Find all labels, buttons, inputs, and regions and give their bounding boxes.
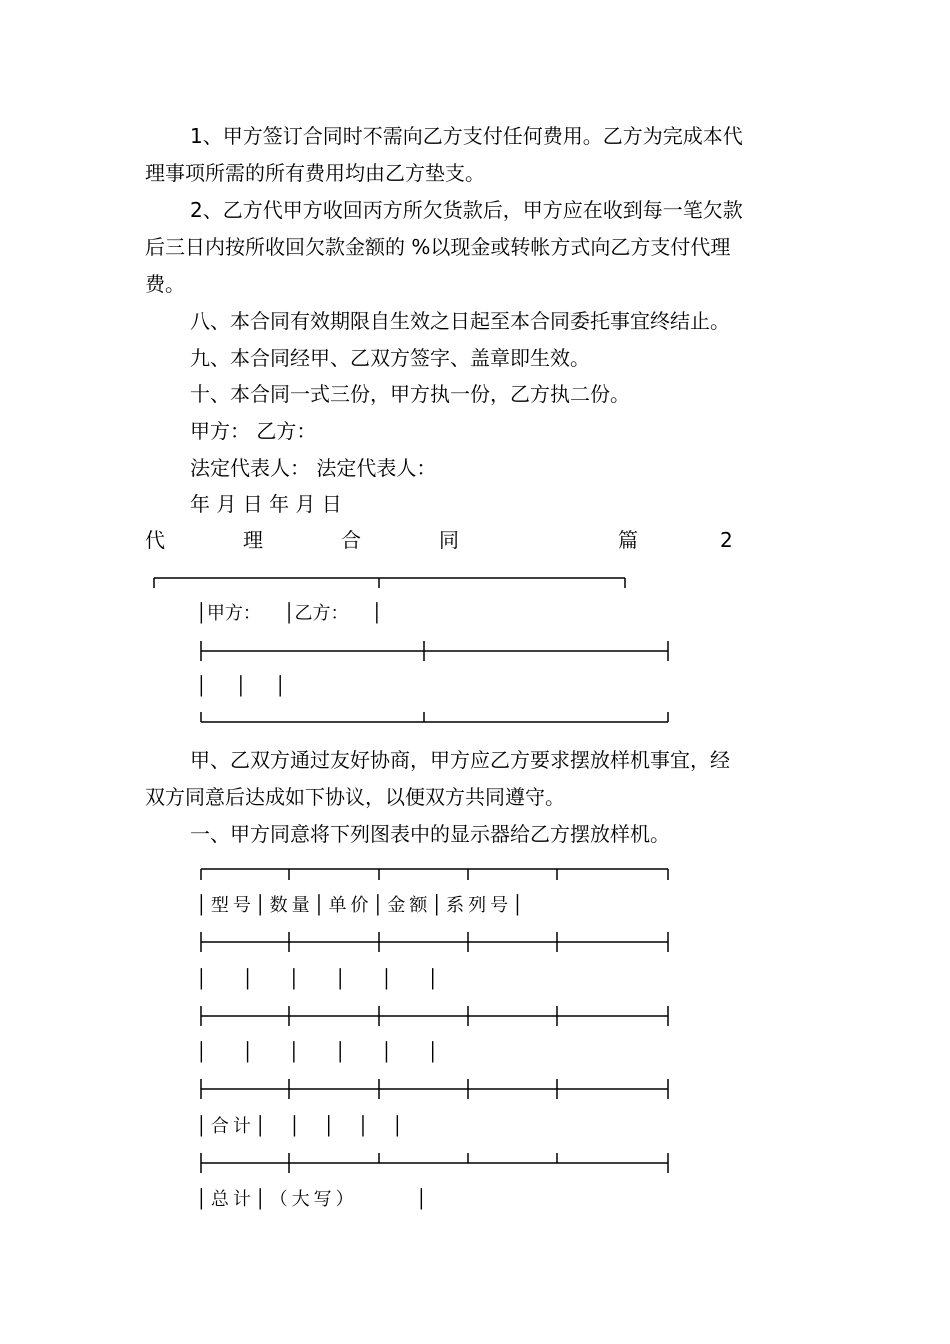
paragraph-line: 八、本合同有效期限自生效之日起至本合同委托事宜终结止。 xyxy=(190,309,730,333)
paragraph-line: 九、本合同经甲、乙双方签字、盖章即生效。 xyxy=(190,346,590,370)
paragraph-line: 十、本合同一式三份，甲方执一份，乙方执二份。 xyxy=(190,382,630,406)
party-table-row: │甲方： │乙方： │ xyxy=(196,603,383,624)
signature-dates: 年 月 日 年 月 日 xyxy=(190,492,342,516)
heading-char: 合 xyxy=(341,528,361,552)
paragraph-line: 2、乙方代甲方收回丙方所欠货款后，甲方应在收到每一笔欠款 xyxy=(190,198,743,222)
heading-char: 理 xyxy=(243,528,263,552)
paragraph-line: 1、甲方签订合同时不需向乙方支付任何费用。乙方为完成本代 xyxy=(190,124,743,148)
heading-char: 同 xyxy=(439,528,459,552)
paragraph-line: 双方同意后达成如下协议，以便双方共同遵守。 xyxy=(145,785,565,809)
heading-char: 2 xyxy=(720,528,733,552)
table-row: │ │ │ │ │ │ xyxy=(196,1042,447,1063)
table-sum-row: │总计│（大写） │ xyxy=(196,1189,431,1210)
table-total-row: │合计│ │ │ │ │ xyxy=(196,1116,407,1137)
paragraph-line: 后三日内按所收回欠款金额的 %以现金或转帐方式向乙方支付代理 xyxy=(145,235,731,259)
paragraph-line: 理事项所需的所有费用均由乙方垫支。 xyxy=(145,161,485,185)
heading-char: 代 xyxy=(145,528,165,552)
signature-representatives: 法定代表人： 法定代表人： xyxy=(190,456,437,480)
paragraph-line: 一、甲方同意将下列图表中的显示器给乙方摆放样机。 xyxy=(190,822,670,846)
signature-parties: 甲方： 乙方： xyxy=(190,419,317,443)
table-header-row: │型号│数量│单价│金额│系列号│ xyxy=(196,895,528,916)
heading-char: 篇 xyxy=(618,528,638,552)
paragraph-line: 甲、乙双方通过友好协商，甲方应乙方要求摆放样机事宜，经 xyxy=(190,748,730,772)
party-table-row: │ │ │ xyxy=(196,676,286,697)
paragraph-line: 费。 xyxy=(145,272,185,296)
table-row: │ │ │ │ │ │ xyxy=(196,969,447,990)
